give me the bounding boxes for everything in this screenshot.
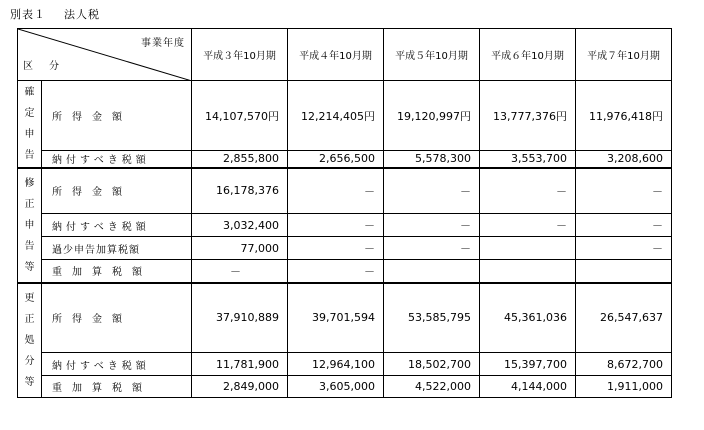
row-label: 過少申告加算税額 bbox=[42, 237, 192, 260]
table-cell: 5,578,300 bbox=[384, 151, 480, 168]
year-header: 平成４年10月期 bbox=[288, 29, 384, 81]
table-cell: 37,910,889 bbox=[192, 283, 288, 353]
year-header: 平成６年10月期 bbox=[480, 29, 576, 81]
table-row bbox=[18, 168, 672, 214]
table-cell: 4,522,000 bbox=[384, 376, 480, 398]
table-cell: 45,361,036 bbox=[480, 283, 576, 353]
table-cell: 2,656,500 bbox=[288, 151, 384, 168]
row-label: 重加算税額 bbox=[42, 260, 192, 283]
row-label: 所得金額 bbox=[42, 168, 192, 214]
table-row bbox=[18, 237, 672, 260]
row-label: 所得金額 bbox=[42, 283, 192, 353]
table-cell: － bbox=[480, 168, 576, 214]
table-cell: 13,777,376円 bbox=[480, 81, 576, 151]
table-cell: － bbox=[384, 214, 480, 237]
table-cell: 8,672,700 bbox=[576, 353, 672, 376]
table-cell: 18,502,700 bbox=[384, 353, 480, 376]
group-label-correction: 更 正 処 分 等 bbox=[18, 283, 42, 398]
group-label-amended-return: 修 正 申 告 等 bbox=[18, 168, 42, 283]
year-header: 平成３年10月期 bbox=[192, 29, 288, 81]
table-row bbox=[18, 260, 672, 283]
table-cell: 2,855,800 bbox=[192, 151, 288, 168]
table-cell: － bbox=[288, 237, 384, 260]
table-row bbox=[18, 353, 672, 376]
table-cell: － bbox=[576, 168, 672, 214]
table-cell: 11,976,418円 bbox=[576, 81, 672, 151]
table-cell: 15,397,700 bbox=[480, 353, 576, 376]
table-cell: 1,911,000 bbox=[576, 376, 672, 398]
table-cell: － bbox=[576, 214, 672, 237]
table-row bbox=[18, 214, 672, 237]
table-cell: 12,964,100 bbox=[288, 353, 384, 376]
table-cell: － bbox=[480, 214, 576, 237]
table-cell: 12,214,405円 bbox=[288, 81, 384, 151]
table-cell: 19,120,997円 bbox=[384, 81, 480, 151]
table-cell: － bbox=[384, 237, 480, 260]
table-cell bbox=[576, 260, 672, 283]
caption-subject: 法人税 bbox=[64, 8, 100, 21]
table-caption bbox=[10, 6, 100, 22]
table-cell: 39,701,594 bbox=[288, 283, 384, 353]
table-cell: 14,107,570円 bbox=[192, 81, 288, 151]
row-label: 所得金額 bbox=[42, 81, 192, 151]
row-label: 重加算税額 bbox=[42, 376, 192, 398]
category-label: 区 分 bbox=[23, 61, 59, 72]
table-cell bbox=[384, 260, 480, 283]
table-cell: 11,781,900 bbox=[192, 353, 288, 376]
table-cell: 53,585,795 bbox=[384, 283, 480, 353]
header-row bbox=[18, 29, 672, 81]
fiscal-year-label: 事業年度 bbox=[141, 38, 185, 49]
corporate-tax-table bbox=[17, 28, 672, 398]
table-cell: － bbox=[192, 260, 288, 283]
table-cell: 77,000 bbox=[192, 237, 288, 260]
table-row bbox=[18, 376, 672, 398]
row-label: 納付すべき税額 bbox=[42, 151, 192, 168]
table-cell bbox=[480, 237, 576, 260]
table-row bbox=[18, 151, 672, 168]
year-header: 平成７年10月期 bbox=[576, 29, 672, 81]
table-cell: － bbox=[288, 260, 384, 283]
table-cell: 16,178,376 bbox=[192, 168, 288, 214]
table-cell: － bbox=[288, 168, 384, 214]
table-cell: － bbox=[576, 237, 672, 260]
table-row bbox=[18, 283, 672, 353]
group-label-final-return: 確 定 申 告 bbox=[18, 81, 42, 168]
table-cell: － bbox=[384, 168, 480, 214]
table-row bbox=[18, 81, 672, 151]
table-cell: 26,547,637 bbox=[576, 283, 672, 353]
table-cell: － bbox=[288, 214, 384, 237]
year-header: 平成５年10月期 bbox=[384, 29, 480, 81]
header-corner-cell bbox=[18, 29, 192, 81]
table-cell: 2,849,000 bbox=[192, 376, 288, 398]
row-label: 納付すべき税額 bbox=[42, 353, 192, 376]
row-label: 納付すべき税額 bbox=[42, 214, 192, 237]
table-cell: 3,032,400 bbox=[192, 214, 288, 237]
table-cell: 3,605,000 bbox=[288, 376, 384, 398]
table-cell: 3,208,600 bbox=[576, 151, 672, 168]
table-cell: 3,553,700 bbox=[480, 151, 576, 168]
table-cell bbox=[480, 260, 576, 283]
table-cell: 4,144,000 bbox=[480, 376, 576, 398]
caption-label: 別表１ bbox=[10, 8, 46, 21]
